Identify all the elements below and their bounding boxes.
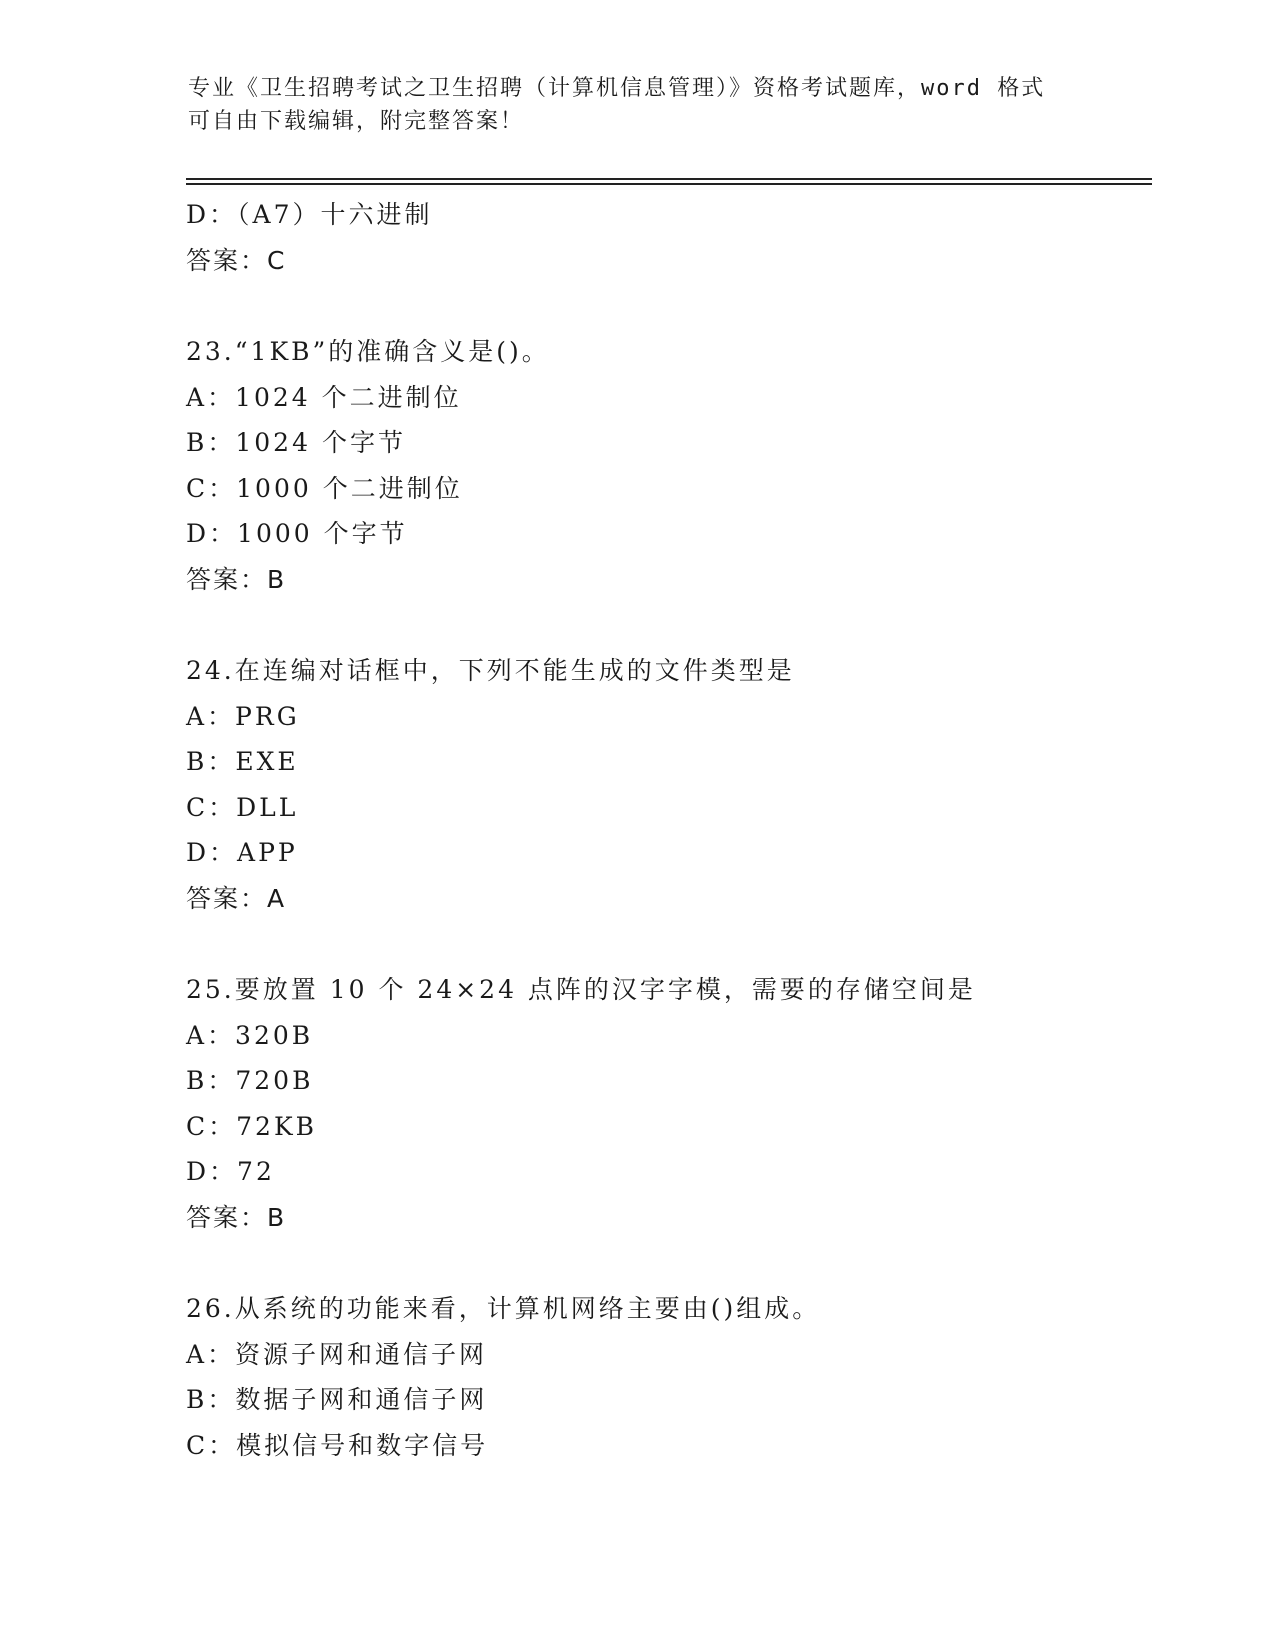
option-c: C：72KB — [186, 1111, 317, 1141]
answer-line: 答案：B — [186, 564, 287, 594]
block-spacer — [186, 602, 1146, 648]
document-header — [188, 72, 1088, 138]
option-a: A：1024 个二进制位 — [186, 382, 462, 412]
header-divider-bottom — [186, 183, 1152, 185]
block-spacer — [186, 921, 1146, 967]
question-text: 25.要放置 10 个 24×24 点阵的汉字字模，需要的存储空间是 — [186, 975, 976, 1004]
option-a: A：PRG — [186, 701, 300, 731]
option-b: B：1024 个字节 — [186, 428, 406, 457]
block-spacer — [186, 1240, 1146, 1286]
option-d: D：（A7）十六进制 — [186, 200, 433, 229]
question-text: 26.从系统的功能来看，计算机网络主要由()组成。 — [186, 1294, 821, 1323]
option-b: B：720B — [186, 1066, 314, 1095]
option-c: C：模拟信号和数字信号 — [186, 1430, 489, 1460]
option-d: D：1000 个字节 — [186, 519, 408, 548]
option-d: D：APP — [186, 838, 298, 867]
header-line-1: 专业《卫生招聘考试之卫生招聘（计算机信息管理）》资格考试题库，word 格式 — [188, 76, 1046, 101]
question-block-22-tail — [186, 192, 1146, 283]
question-text: 24.在连编对话框中，下列不能生成的文件类型是 — [186, 656, 795, 685]
question-text: 23.“1KB”的准确含义是()。 — [186, 337, 550, 366]
option-d: D：72 — [186, 1157, 275, 1186]
option-c: C：DLL — [186, 792, 299, 822]
question-block-23 — [186, 329, 1146, 602]
option-b: B：EXE — [186, 747, 299, 776]
header-line-2: 可自由下载编辑，附完整答案！ — [188, 109, 525, 134]
answer-line: 答案：A — [186, 883, 287, 913]
question-list — [186, 192, 1146, 1468]
option-c: C：1000 个二进制位 — [186, 473, 463, 503]
question-block-25 — [186, 967, 1146, 1240]
option-a: A：320B — [186, 1020, 314, 1050]
option-b: B：数据子网和通信子网 — [186, 1385, 488, 1414]
answer-line: 答案：B — [186, 1202, 287, 1232]
header-divider-top — [186, 178, 1152, 180]
answer-line: 答案：C — [186, 245, 287, 275]
option-a: A：资源子网和通信子网 — [186, 1339, 488, 1369]
question-block-24 — [186, 648, 1146, 921]
question-block-26 — [186, 1286, 1146, 1468]
block-spacer — [186, 283, 1146, 329]
